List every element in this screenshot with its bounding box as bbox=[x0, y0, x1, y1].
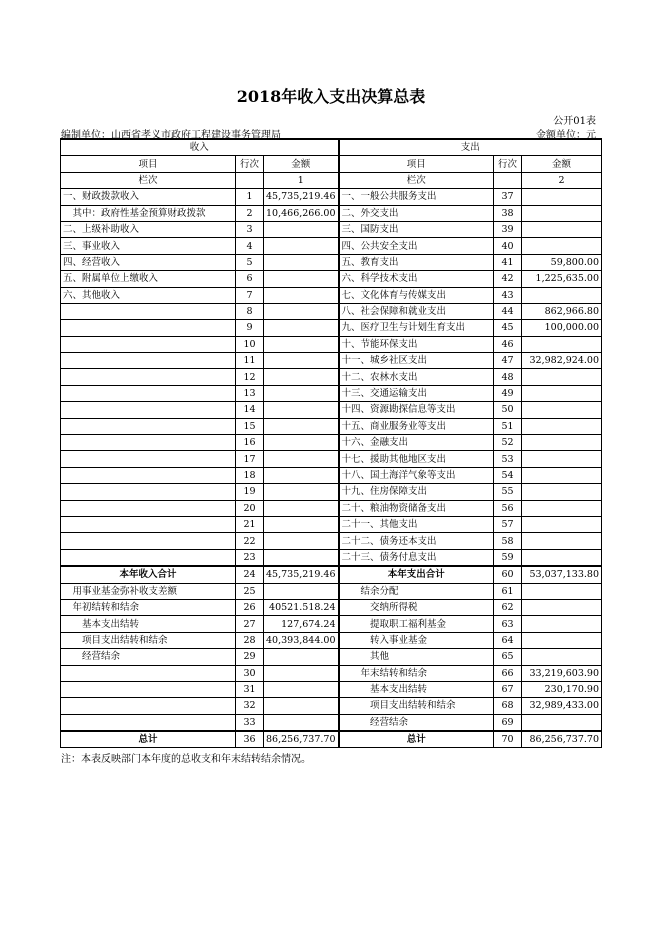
expense-item: 二十、粮油物资储备支出 bbox=[339, 500, 494, 516]
expense-row-number: 42 bbox=[494, 271, 522, 287]
expense-amount: 33,219,603.90 bbox=[522, 665, 602, 681]
expense-row-number: 49 bbox=[494, 385, 522, 401]
income-row-number: 6 bbox=[236, 271, 264, 287]
income-amount bbox=[264, 418, 339, 434]
income-item: 用事业基金弥补收支差额 bbox=[61, 583, 236, 599]
expense-amount bbox=[522, 369, 602, 385]
income-amount bbox=[264, 516, 339, 532]
expense-item: 二十三、债务付息支出 bbox=[339, 549, 494, 566]
table-row bbox=[61, 402, 602, 418]
income-amount bbox=[264, 467, 339, 483]
income-item bbox=[61, 451, 236, 467]
expense-row-number: 47 bbox=[494, 353, 522, 369]
table-row bbox=[61, 238, 602, 254]
income-row-number: 9 bbox=[236, 320, 264, 336]
table-row bbox=[61, 320, 602, 336]
income-amount: 10,466,266.00 bbox=[264, 205, 339, 221]
income-amount bbox=[264, 238, 339, 254]
income-row-number: 5 bbox=[236, 254, 264, 270]
expense-row-number: 64 bbox=[494, 632, 522, 648]
report-title: 2018年收入支出决算总表 bbox=[236, 87, 426, 106]
reporting-organization: 编制单位：山西省孝义市政府工程建设事务管理局 bbox=[61, 130, 281, 141]
income-amount bbox=[264, 221, 339, 237]
income-row-number: 1 bbox=[236, 189, 264, 205]
expense-item: 一、一般公共服务支出 bbox=[339, 189, 494, 205]
expense-row-number: 60 bbox=[494, 566, 522, 583]
income-row-number: 19 bbox=[236, 484, 264, 500]
expense-item: 二、外交支出 bbox=[339, 205, 494, 221]
income-item: 基本支出结转 bbox=[61, 616, 236, 632]
income-item bbox=[61, 418, 236, 434]
income-column-label: 栏次 bbox=[61, 172, 236, 188]
income-row-number: 13 bbox=[236, 385, 264, 401]
income-row-number: 27 bbox=[236, 616, 264, 632]
income-row-number: 4 bbox=[236, 238, 264, 254]
income-row-number: 31 bbox=[236, 681, 264, 697]
table-row bbox=[61, 451, 602, 467]
income-item: 经营结余 bbox=[61, 649, 236, 665]
budget-summary-table bbox=[60, 138, 602, 748]
income-row-number: 28 bbox=[236, 632, 264, 648]
income-amount bbox=[264, 698, 339, 714]
table-row bbox=[61, 698, 602, 714]
table-row bbox=[61, 336, 602, 352]
expense-item: 三、国防支出 bbox=[339, 221, 494, 237]
table-row bbox=[61, 583, 602, 599]
expense-amount: 862,966.80 bbox=[522, 303, 602, 319]
expense-column-blank bbox=[494, 172, 522, 188]
expense-amount bbox=[522, 467, 602, 483]
income-item: 二、上级补助收入 bbox=[61, 221, 236, 237]
table-footnote: 注：本表反映部门本年度的总收支和年末结转结余情况。 bbox=[61, 754, 311, 765]
income-row-number: 15 bbox=[236, 418, 264, 434]
expense-row-number: 65 bbox=[494, 649, 522, 665]
expense-item: 七、文化体育与传媒支出 bbox=[339, 287, 494, 303]
table-body bbox=[61, 189, 602, 748]
expense-row-number: 57 bbox=[494, 516, 522, 532]
expense-item: 四、公共安全支出 bbox=[339, 238, 494, 254]
expense-amount bbox=[522, 500, 602, 516]
expense-item: 年末结转和结余 bbox=[339, 665, 494, 681]
expense-row-number: 52 bbox=[494, 435, 522, 451]
income-row-number: 22 bbox=[236, 533, 264, 549]
income-amount: 127,674.24 bbox=[264, 616, 339, 632]
expense-item: 总计 bbox=[339, 731, 494, 748]
income-item: 四、经营收入 bbox=[61, 254, 236, 270]
expense-row-number: 62 bbox=[494, 599, 522, 615]
income-amount bbox=[264, 583, 339, 599]
income-item: 三、事业收入 bbox=[61, 238, 236, 254]
expense-column-label: 栏次 bbox=[339, 172, 494, 188]
income-amount bbox=[264, 665, 339, 681]
expense-amount bbox=[522, 533, 602, 549]
expense-row-number: 63 bbox=[494, 616, 522, 632]
income-amount bbox=[264, 451, 339, 467]
income-rowno-header: 行次 bbox=[236, 156, 264, 172]
table-row bbox=[61, 632, 602, 648]
income-amount bbox=[264, 369, 339, 385]
expense-row-number: 50 bbox=[494, 402, 522, 418]
table-row bbox=[61, 467, 602, 483]
expense-row-number: 40 bbox=[494, 238, 522, 254]
income-row-number: 7 bbox=[236, 287, 264, 303]
income-column-blank bbox=[236, 172, 264, 188]
income-row-number: 3 bbox=[236, 221, 264, 237]
income-item bbox=[61, 549, 236, 566]
expense-item: 结余分配 bbox=[339, 583, 494, 599]
income-amount bbox=[264, 254, 339, 270]
expense-item: 八、社会保障和就业支出 bbox=[339, 303, 494, 319]
expense-amount bbox=[522, 714, 602, 731]
expense-amount: 53,037,133.80 bbox=[522, 566, 602, 583]
income-amount bbox=[264, 402, 339, 418]
income-item bbox=[61, 369, 236, 385]
income-item-header: 项目 bbox=[61, 156, 236, 172]
expense-amount bbox=[522, 418, 602, 434]
income-amount bbox=[264, 435, 339, 451]
income-row-number: 10 bbox=[236, 336, 264, 352]
income-row-number: 36 bbox=[236, 731, 264, 748]
expense-amount bbox=[522, 583, 602, 599]
expense-amount bbox=[522, 632, 602, 648]
table-row bbox=[61, 287, 602, 303]
expense-row-number: 69 bbox=[494, 714, 522, 731]
table-row bbox=[61, 254, 602, 270]
table-row bbox=[61, 369, 602, 385]
expense-row-number: 46 bbox=[494, 336, 522, 352]
expense-row-number: 53 bbox=[494, 451, 522, 467]
income-row-number: 20 bbox=[236, 500, 264, 516]
income-item bbox=[61, 320, 236, 336]
income-row-number: 14 bbox=[236, 402, 264, 418]
income-row-number: 21 bbox=[236, 516, 264, 532]
income-item: 其中：政府性基金预算财政拨款 bbox=[61, 205, 236, 221]
expense-amount: 59,800.00 bbox=[522, 254, 602, 270]
expense-row-number: 54 bbox=[494, 467, 522, 483]
income-item bbox=[61, 665, 236, 681]
income-amount bbox=[264, 287, 339, 303]
income-amount bbox=[264, 353, 339, 369]
table-row bbox=[61, 221, 602, 237]
income-item: 年初结转和结余 bbox=[61, 599, 236, 615]
income-item bbox=[61, 336, 236, 352]
income-item bbox=[61, 500, 236, 516]
expense-item: 项目支出结转和结余 bbox=[339, 698, 494, 714]
expense-row-number: 70 bbox=[494, 731, 522, 748]
expense-row-number: 51 bbox=[494, 418, 522, 434]
expense-amount bbox=[522, 516, 602, 532]
income-section-header: 收入 bbox=[61, 139, 339, 156]
expense-amount: 100,000.00 bbox=[522, 320, 602, 336]
expense-row-number: 67 bbox=[494, 681, 522, 697]
income-row-number: 29 bbox=[236, 649, 264, 665]
income-amount: 86,256,737.70 bbox=[264, 731, 339, 748]
income-item bbox=[61, 516, 236, 532]
table-row bbox=[61, 616, 602, 632]
income-item: 本年收入合计 bbox=[61, 566, 236, 583]
expense-amount: 32,982,924.00 bbox=[522, 353, 602, 369]
expense-row-number: 59 bbox=[494, 549, 522, 566]
income-item bbox=[61, 385, 236, 401]
expense-amount bbox=[522, 599, 602, 615]
expense-item: 十二、农林水支出 bbox=[339, 369, 494, 385]
expense-amount bbox=[522, 435, 602, 451]
income-row-number: 33 bbox=[236, 714, 264, 731]
expense-column-number: 2 bbox=[522, 172, 602, 188]
income-amount bbox=[264, 549, 339, 566]
income-row-number: 24 bbox=[236, 566, 264, 583]
income-amount bbox=[264, 649, 339, 665]
income-row-number: 32 bbox=[236, 698, 264, 714]
expense-amount bbox=[522, 205, 602, 221]
table-row bbox=[61, 566, 602, 583]
expense-section-header: 支出 bbox=[339, 139, 602, 156]
expense-item: 二十一、其他支出 bbox=[339, 516, 494, 532]
income-row-number: 2 bbox=[236, 205, 264, 221]
income-amount bbox=[264, 303, 339, 319]
expense-amount: 1,225,635.00 bbox=[522, 271, 602, 287]
income-item bbox=[61, 681, 236, 697]
income-item bbox=[61, 533, 236, 549]
expense-item: 交纳所得税 bbox=[339, 599, 494, 615]
income-item: 总计 bbox=[61, 731, 236, 748]
income-amount: 40,393,844.00 bbox=[264, 632, 339, 648]
table-row bbox=[61, 500, 602, 516]
income-row-number: 25 bbox=[236, 583, 264, 599]
expense-item: 转入事业基金 bbox=[339, 632, 494, 648]
expense-amount bbox=[522, 385, 602, 401]
table-row bbox=[61, 681, 602, 697]
expense-item: 六、科学技术支出 bbox=[339, 271, 494, 287]
table-row bbox=[61, 189, 602, 205]
expense-row-number: 39 bbox=[494, 221, 522, 237]
expense-item: 九、医疗卫生与计划生育支出 bbox=[339, 320, 494, 336]
table-row bbox=[61, 271, 602, 287]
expense-amount bbox=[522, 649, 602, 665]
income-item: 五、附属单位上缴收入 bbox=[61, 271, 236, 287]
income-row-number: 12 bbox=[236, 369, 264, 385]
expense-amount bbox=[522, 484, 602, 500]
table-row bbox=[61, 533, 602, 549]
expense-item: 基本支出结转 bbox=[339, 681, 494, 697]
table-row bbox=[61, 599, 602, 615]
income-amount: 45,735,219.46 bbox=[264, 189, 339, 205]
table-row bbox=[61, 435, 602, 451]
expense-row-number: 48 bbox=[494, 369, 522, 385]
expense-amount: 32,989,433.00 bbox=[522, 698, 602, 714]
income-amount: 45,735,219.46 bbox=[264, 566, 339, 583]
income-row-number: 17 bbox=[236, 451, 264, 467]
expense-item: 五、教育支出 bbox=[339, 254, 494, 270]
expense-amount: 86,256,737.70 bbox=[522, 731, 602, 748]
expense-row-number: 44 bbox=[494, 303, 522, 319]
table-row bbox=[61, 303, 602, 319]
table-row bbox=[61, 731, 602, 748]
income-amount: 40521.518.24 bbox=[264, 599, 339, 615]
income-amount bbox=[264, 320, 339, 336]
expense-amount bbox=[522, 287, 602, 303]
expense-amount: 230,170.90 bbox=[522, 681, 602, 697]
income-item bbox=[61, 484, 236, 500]
expense-row-number: 61 bbox=[494, 583, 522, 599]
income-item bbox=[61, 714, 236, 731]
amount-unit: 金额单位：元 bbox=[536, 130, 596, 141]
expense-item: 十五、商业服务业等支出 bbox=[339, 418, 494, 434]
income-row-number: 30 bbox=[236, 665, 264, 681]
table-row bbox=[61, 649, 602, 665]
expense-amount bbox=[522, 451, 602, 467]
expense-item: 十一、城乡社区支出 bbox=[339, 353, 494, 369]
table-row bbox=[61, 385, 602, 401]
income-item: 一、财政拨款收入 bbox=[61, 189, 236, 205]
expense-row-number: 66 bbox=[494, 665, 522, 681]
expense-item: 十六、金融支出 bbox=[339, 435, 494, 451]
expense-rowno-header: 行次 bbox=[494, 156, 522, 172]
expense-item: 经营结余 bbox=[339, 714, 494, 731]
expense-item: 十三、交通运输支出 bbox=[339, 385, 494, 401]
income-amount bbox=[264, 500, 339, 516]
expense-item: 提取职工福利基金 bbox=[339, 616, 494, 632]
expense-item: 其他 bbox=[339, 649, 494, 665]
expense-row-number: 38 bbox=[494, 205, 522, 221]
table-row bbox=[61, 484, 602, 500]
table-row bbox=[61, 205, 602, 221]
income-item bbox=[61, 435, 236, 451]
expense-row-number: 55 bbox=[494, 484, 522, 500]
expense-row-number: 45 bbox=[494, 320, 522, 336]
expense-item: 十、节能环保支出 bbox=[339, 336, 494, 352]
expense-item: 十七、援助其他地区支出 bbox=[339, 451, 494, 467]
expense-row-number: 56 bbox=[494, 500, 522, 516]
income-item bbox=[61, 467, 236, 483]
expense-amount bbox=[522, 238, 602, 254]
income-amount bbox=[264, 533, 339, 549]
income-column-number: 1 bbox=[264, 172, 339, 188]
income-row-number: 8 bbox=[236, 303, 264, 319]
expense-row-number: 68 bbox=[494, 698, 522, 714]
income-item bbox=[61, 353, 236, 369]
income-row-number: 26 bbox=[236, 599, 264, 615]
income-item: 项目支出结转和结余 bbox=[61, 632, 236, 648]
income-amount bbox=[264, 385, 339, 401]
income-item bbox=[61, 698, 236, 714]
income-row-number: 16 bbox=[236, 435, 264, 451]
expense-item: 十八、国土海洋气象等支出 bbox=[339, 467, 494, 483]
expense-item-header: 项目 bbox=[339, 156, 494, 172]
expense-amount bbox=[522, 402, 602, 418]
income-item: 六、其他收入 bbox=[61, 287, 236, 303]
form-code: 公开01表 bbox=[553, 116, 596, 127]
income-item bbox=[61, 402, 236, 418]
income-amount bbox=[264, 336, 339, 352]
table-row bbox=[61, 516, 602, 532]
expense-row-number: 43 bbox=[494, 287, 522, 303]
expense-item: 十四、资源勘探信息等支出 bbox=[339, 402, 494, 418]
expense-item: 十九、住房保障支出 bbox=[339, 484, 494, 500]
expense-amount bbox=[522, 189, 602, 205]
income-amount bbox=[264, 681, 339, 697]
table-row bbox=[61, 665, 602, 681]
expense-amount bbox=[522, 221, 602, 237]
expense-item: 二十二、债务还本支出 bbox=[339, 533, 494, 549]
table-row bbox=[61, 418, 602, 434]
expense-row-number: 41 bbox=[494, 254, 522, 270]
expense-row-number: 58 bbox=[494, 533, 522, 549]
income-amount-header: 金额 bbox=[264, 156, 339, 172]
income-amount bbox=[264, 271, 339, 287]
expense-row-number: 37 bbox=[494, 189, 522, 205]
table-row bbox=[61, 714, 602, 731]
table-row bbox=[61, 549, 602, 566]
income-row-number: 18 bbox=[236, 467, 264, 483]
expense-amount bbox=[522, 549, 602, 566]
income-amount bbox=[264, 484, 339, 500]
expense-amount bbox=[522, 336, 602, 352]
expense-amount bbox=[522, 616, 602, 632]
income-row-number: 11 bbox=[236, 353, 264, 369]
income-row-number: 23 bbox=[236, 549, 264, 566]
expense-amount-header: 金额 bbox=[522, 156, 602, 172]
table-row bbox=[61, 353, 602, 369]
income-item bbox=[61, 303, 236, 319]
income-amount bbox=[264, 714, 339, 731]
expense-item: 本年支出合计 bbox=[339, 566, 494, 583]
